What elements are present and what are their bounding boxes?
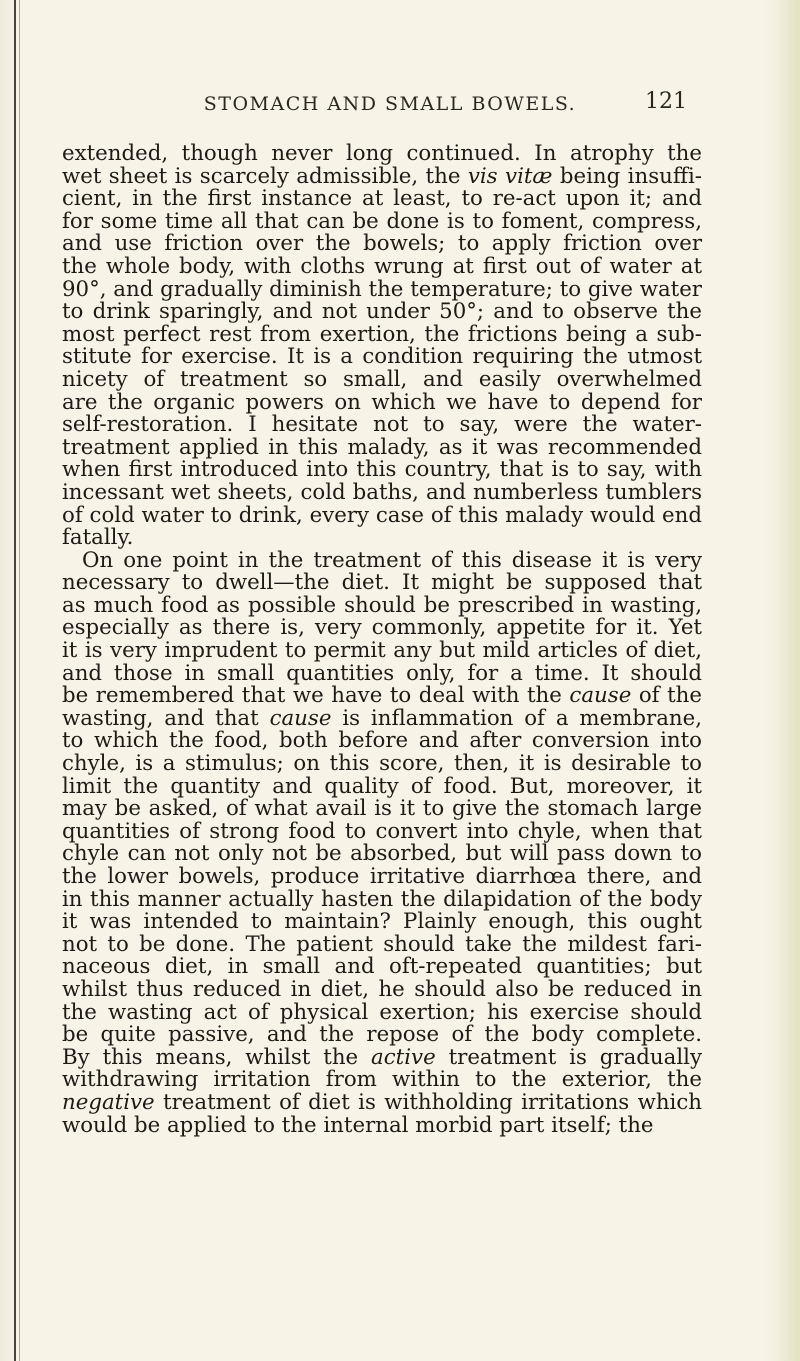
text-line: wasting, and that cause is inflammation of a membrane, bbox=[62, 705, 702, 731]
text-line: stitute for exercise. It is a condition requiring the utmost bbox=[62, 344, 702, 370]
text-line: in this manner actually hasten the dilapidation of the body bbox=[62, 886, 702, 912]
text-line: are the organic powers on which we have to depend for bbox=[62, 389, 702, 415]
paragraph bbox=[62, 547, 703, 1138]
text-line: On one point in the treatment of this disease it is very bbox=[82, 547, 702, 573]
text-line: limit the quantity and quality of food. But, moreover, it bbox=[62, 773, 702, 799]
text-line: chyle, is a stimulus; on this score, then, it is desirable to bbox=[62, 751, 702, 777]
italic-phrase: active bbox=[371, 1044, 436, 1070]
text-line: it was intended to maintain? Plainly enough, this ought bbox=[62, 909, 702, 935]
binding-gutter-line bbox=[14, 0, 16, 1361]
text-line: to drink sparingly, and not under 50°; and to observe the bbox=[62, 299, 702, 325]
text-line: would be applied to the internal morbid part itself; the bbox=[62, 1112, 654, 1138]
text-line: the whole body, with cloths wrung at first out of water at bbox=[62, 253, 702, 279]
text-line: be quite passive, and the repose of the body complete. bbox=[62, 1022, 702, 1048]
text-line: necessary to dwell—the diet. It might be supposed that bbox=[62, 570, 702, 596]
page-edge-tint bbox=[774, 0, 800, 1361]
text-line: as much food as possible should be prescribed in wasting, bbox=[62, 592, 702, 618]
text-line: it is very imprudent to permit any but mild articles of diet, bbox=[62, 638, 702, 664]
text-line: extended, though never long continued. In atrophy the bbox=[62, 141, 702, 166]
text-line: of cold water to drink, every case of this malady would end bbox=[62, 502, 702, 528]
text-line: and use friction over the bowels; to apply friction over bbox=[62, 231, 702, 257]
text-line: be remembered that we have to deal with the cause of the bbox=[62, 683, 702, 709]
italic-phrase: vis vitæ bbox=[467, 163, 553, 189]
text-line: nicety of treatment so small, and easily overwhelmed bbox=[62, 366, 702, 392]
text-line: quantities of strong food to convert into chyle, when that bbox=[62, 818, 702, 844]
text-line: incessant wet sheets, cold baths, and numberless tumblers bbox=[62, 479, 702, 505]
page-number: 121 bbox=[645, 89, 687, 114]
text-line: to which the food, both before and after conversion into bbox=[62, 728, 702, 754]
text-line: may be asked, of what avail is it to give the stomach large bbox=[62, 796, 702, 822]
text-line: not to be done. The patient should take the mildest fari- bbox=[62, 931, 702, 957]
text-line: treatment applied in this malady, as it was recommended bbox=[62, 434, 702, 460]
paragraph bbox=[62, 143, 702, 550]
text-line: withdrawing irritation from within to the exterior, the bbox=[62, 1067, 702, 1093]
italic-phrase: cause bbox=[569, 683, 632, 709]
italic-phrase: cause bbox=[269, 705, 332, 731]
text-line: 90°, and gradually diminish the temperature; to give water bbox=[62, 276, 702, 302]
text-line: naceous diet, in small and oft-repeated quantities; but bbox=[62, 954, 702, 980]
text-line: By this means, whilst the active treatment is gradually bbox=[62, 1044, 703, 1070]
text-line: fatally. bbox=[62, 525, 134, 551]
text-line: cient, in the first instance at least, to re-act upon it; and bbox=[62, 186, 702, 212]
text-line: chyle can not only not be absorbed, but will pass down to bbox=[62, 841, 702, 867]
text-line: self-restoration. I hesitate not to say, were the water- bbox=[62, 412, 702, 438]
text-line: especially as there is, very commonly, appetite for it. Yet bbox=[62, 615, 702, 641]
text-line: whilst thus reduced in diet, he should also be reduced in bbox=[62, 976, 702, 1002]
text-line: wet sheet is scarcely admissible, the vis vitæ being insuffi- bbox=[62, 163, 702, 189]
text-line: most perfect rest from exertion, the frictions being a sub- bbox=[62, 321, 702, 347]
running-head: STOMACH AND SMALL BOWELS. bbox=[203, 93, 577, 115]
text-line: when first introduced into this country, that is to say, with bbox=[62, 457, 702, 483]
text-line: the wasting act of physical exertion; his exercise should bbox=[62, 999, 702, 1025]
italic-phrase: negative bbox=[62, 1089, 155, 1115]
text-line: the lower bowels, produce irritative diarrhœa there, and bbox=[62, 864, 702, 889]
binding-gutter-shadow bbox=[19, 0, 20, 1361]
text-line: negative treatment of diet is withholding irritations which bbox=[62, 1089, 702, 1115]
text-line: and those in small quantities only, for a time. It should bbox=[62, 660, 702, 686]
text-line: for some time all that can be done is to foment, compress, bbox=[62, 208, 702, 234]
body-text bbox=[62, 143, 702, 1137]
